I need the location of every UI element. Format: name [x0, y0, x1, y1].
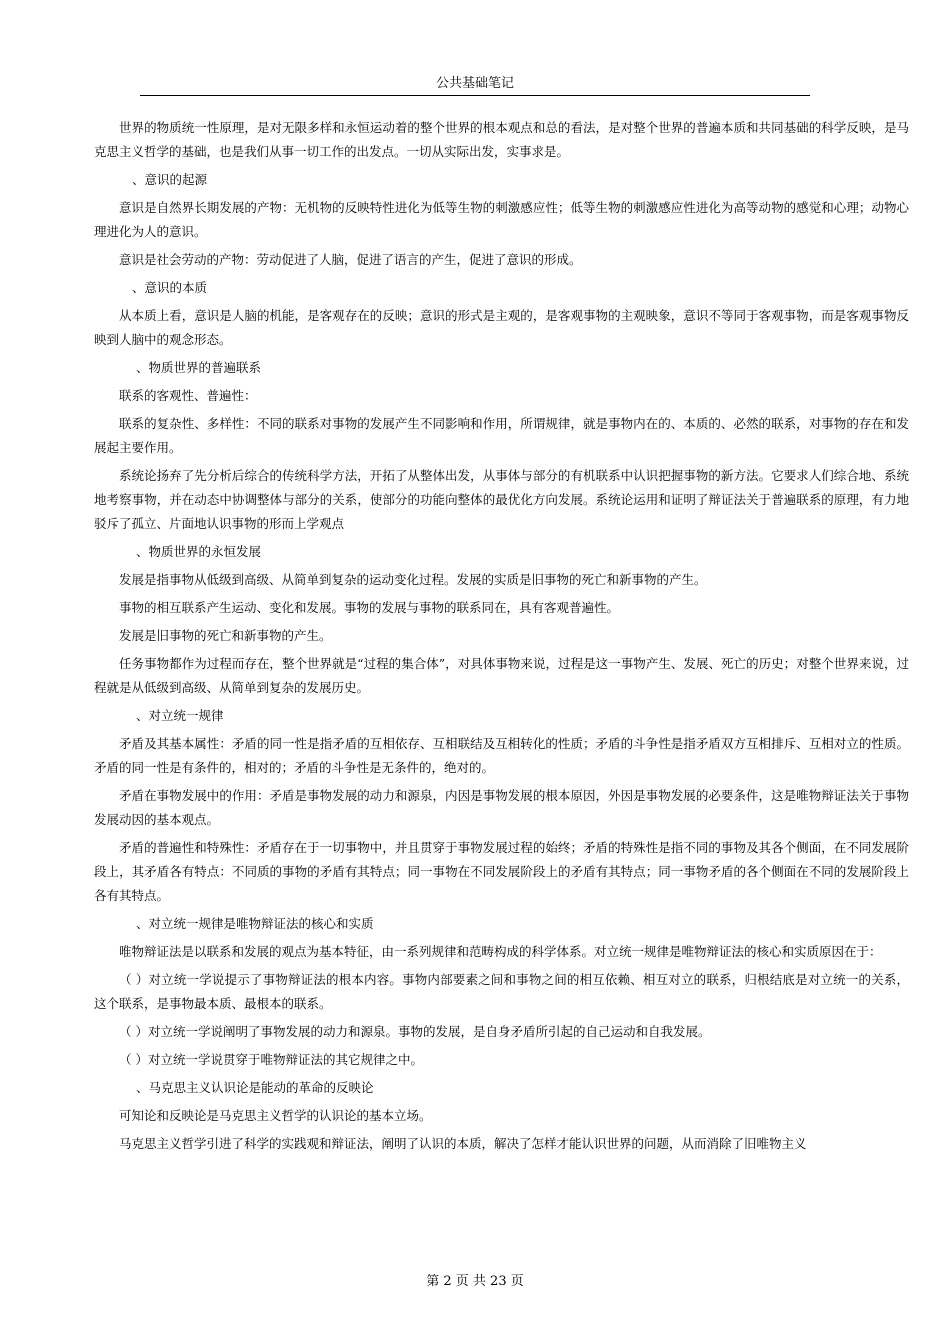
paragraph: 从本质上看，意识是人脑的机能，是客观存在的反映；意识的形式是主观的，是客观事物的主观映象，意识不等同于客观事物，而是客观事物反映到人脑中的观念形态。: [94, 308, 909, 347]
paragraph: 意识是社会劳动的产物：劳动促进了人脑，促进了语言的产生，促进了意识的形成。: [119, 252, 582, 267]
paragraph: 事物的相互联系产生运动、变化和发展。事物的发展与事物的联系同在，具有客观普遍性。: [119, 600, 620, 615]
page-header: [140, 76, 810, 96]
section-heading: 、物质世界的普遍联系: [132, 360, 261, 375]
paragraph: （ ）对立统一学说提示了事物辩证法的根本内容。事物内部要素之间和事物之间的相互依赖、相互对立的联系，归根结底是对立统一的关系，这个联系，是事物最本质、最根本的联系。: [94, 972, 909, 1011]
paragraph: 唯物辩证法是以联系和发展的观点为基本特征，由一系列规律和范畴构成的科学体系。对立统一规律是唯物辩证法的核心和实质原因在于：: [119, 944, 882, 959]
paragraph: 联系的复杂性、多样性：不同的联系对事物的发展产生不同影响和作用，所谓规律，就是事物内在的、本质的、必然的联系，对事物的存在和发展起主要作用。: [94, 416, 909, 455]
section-heading: 、马克思主义认识论是能动的革命的反映论: [132, 1080, 374, 1095]
paragraph: 系统论扬弃了先分析后综合的传统科学方法，开拓了从整体出发，从事体与部分的有机联系中认识把握事物的新方法。它要求人们综合地、系统地考察事物，并在动态中协调整体与部分的关系，使部分的功能向整体的最优化方向发展。系统论运用和证明了辩证法关于普遍联系的原理，有力地驳斥了孤立、片面地认识事物的形而上学观点: [94, 468, 909, 531]
paragraph: 任务事物都作为过程而存在，整个世界就是“过程的集合体”，对具体事物来说，过程是这一事物产生、发展、死亡的历史；对整个世界来说，过程就是从低级到高级、从简单到复杂的发展历史。: [94, 656, 909, 695]
section-heading: 、意识的起源: [132, 172, 208, 187]
page-footer: [0, 1270, 950, 1289]
paragraph: 发展是旧事物的死亡和新事物的产生。: [119, 628, 332, 643]
section-heading: 、对立统一规律: [132, 708, 224, 723]
paragraph: 可知论和反映论是马克思主义哲学的认识论的基本立场。: [119, 1108, 432, 1123]
paragraph: 世界的物质统一性原理，是对无限多样和永恒运动着的整个世界的根本观点和总的看法，是对整个世界的普遍本质和共同基础的科学反映，是马克思主义哲学的基础，也是我们从事一切工作的出发点。一切从实际出发，实事求是。: [94, 120, 909, 159]
page-number: 第 2 页 共 23 页: [426, 1274, 524, 1289]
paragraph: （ ）对立统一学说贯穿于唯物辩证法的其它规律之中。: [119, 1052, 423, 1067]
section-heading: 、对立统一规律是唯物辩证法的核心和实质: [132, 916, 374, 931]
paragraph: 联系的客观性、普遍性：: [119, 388, 257, 403]
section-heading: 、物质世界的永恒发展: [132, 544, 261, 559]
paragraph: 矛盾及其基本属性：矛盾的同一性是指矛盾的互相依存、互相联结及互相转化的性质；矛盾的斗争性是指矛盾双方互相排斥、互相对立的性质。矛盾的同一性是有条件的，相对的；矛盾的斗争性是无条件的，绝对的。: [94, 736, 909, 775]
section-heading: 、意识的本质: [132, 280, 208, 295]
paragraph: 意识是自然界长期发展的产物：无机物的反映特性进化为低等生物的刺激感应性；低等生物的刺激感应性进化为高等动物的感觉和心理；动物心理进化为人的意识。: [94, 200, 909, 239]
paragraph: 矛盾在事物发展中的作用：矛盾是事物发展的动力和源泉，内因是事物发展的根本原因，外因是事物发展的必要条件，这是唯物辩证法关于事物发展动因的基本观点。: [94, 788, 909, 827]
paragraph: 矛盾的普遍性和特殊性：矛盾存在于一切事物中，并且贯穿于事物发展过程的始终；矛盾的特殊性是指不同的事物及其各个侧面，在不同发展阶段上，其矛盾各有特点：不同质的事物的矛盾有其特点；同一事物在不同发展阶段上的矛盾有其特点；同一事物矛盾的各个侧面在不同的发展阶段上各有其特点。: [94, 840, 909, 903]
paragraph: 发展是指事物从低级到高级、从简单到复杂的运动变化过程。发展的实质是旧事物的死亡和新事物的产生。: [119, 572, 707, 587]
paragraph: （ ）对立统一学说阐明了事物发展的动力和源泉。事物的发展，是自身矛盾所引起的自己运动和自我发展。: [119, 1024, 711, 1039]
header-title: 公共基础笔记: [435, 76, 514, 91]
paragraph: 马克思主义哲学引进了科学的实践观和辩证法，阐明了认识的本质，解决了怎样才能认识世界的问题，从而消除了旧唯物主义: [119, 1136, 807, 1151]
document-body: [94, 116, 909, 1160]
